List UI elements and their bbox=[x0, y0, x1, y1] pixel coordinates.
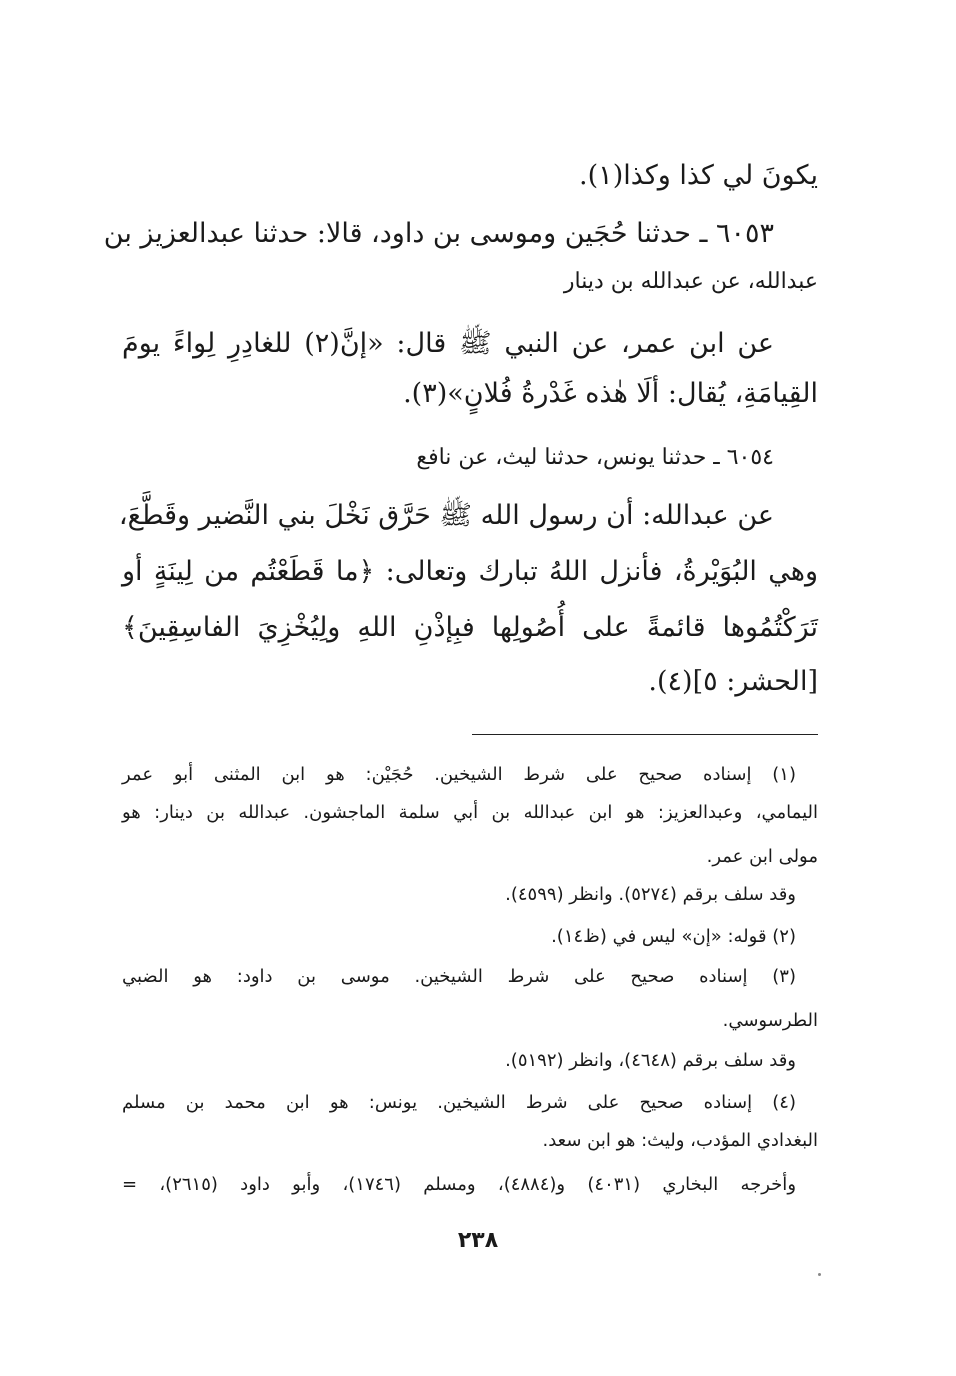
hadith-6053-header: ٦٠٥٣ ـ حدثنا حُجَين وموسى بن داود، قالا: حدثنا عبدالعزيز بن bbox=[103, 218, 774, 249]
hadith-6054-text-line-2: وهي البُوَيْرةُ، فأنزل اللهُ تبارك وتعالى: ﴿ما قَطَعْتُم من لِينَةٍ أو bbox=[122, 556, 818, 587]
footnote-4-line-3: وأخرجه البخاري (٤٠٣١) و(٤٨٨٤)، ومسلم (١٧٤٦)، وأبو داود (٢٦١٥)، = bbox=[122, 1174, 797, 1195]
hadith-6053-chain: عبدالله، عن عبدالله بن دينار bbox=[563, 269, 818, 294]
hadith-6054-text-line-4: [الحشر: ٥](٤). bbox=[648, 666, 818, 697]
hadith-6054-text-line-3: تَرَكْتُمُوها قائمةً على أُصُولِها فبِإذْنِ اللهِ ولِيُخْزِيَ الفاسِقِينَ﴾ bbox=[122, 612, 818, 643]
footnote-separator bbox=[472, 734, 818, 735]
main-text-line-1: يكونَ لي كذا وكذا(١). bbox=[579, 160, 818, 191]
footnote-1-line-1: (١) إسناده صحيح على شرط الشيخين. حُجَيْن: هو ابن المثنى أبو عمر bbox=[122, 764, 796, 785]
footnote-4-line-1: (٤) إسناده صحيح على شرط الشيخين. يونس: هو ابن محمد بن مسلم bbox=[122, 1092, 796, 1113]
hadith-6053-text-line-1: عن ابن عمر، عن النبي ﷺ قال: «إنَّ(٢) للغادِرِ لِواءً يومَ bbox=[122, 328, 774, 359]
hadith-6054-header: ٦٠٥٤ ـ حدثنا يونس، حدثنا ليث، عن نافع bbox=[416, 445, 774, 470]
footnote-2: (٢) قوله: «إن» ليس في (ظ١٤). bbox=[551, 926, 796, 947]
footnote-3-line-1: (٣) إسناده صحيح على شرط الشيخين. موسى بن داود: هو الضبي bbox=[122, 966, 796, 987]
footnote-4-line-2: البغدادي المؤدب، وليث: هو ابن سعد. bbox=[542, 1130, 818, 1151]
footnote-1-line-2: اليمامي، وعبدالعزيز: هو ابن عبدالله بن أبي سلمة الماجشون. عبدالله بن دينار: هو bbox=[122, 802, 818, 823]
hadith-6054-text-line-1: عن عبدالله: أن رسول الله ﷺ حَرَّق نَخْلَ بني النَّضير وقَطَّعَ، bbox=[118, 500, 774, 531]
footnote-1-line-4: وقد سلف برقم (٥٢٧٤). وانظر (٤٥٩٩). bbox=[505, 884, 796, 905]
page-number: ٢٣٨ bbox=[457, 1228, 499, 1253]
footnote-3-line-3: وقد سلف برقم (٤٦٤٨)، وانظر (٥١٩٢). bbox=[505, 1050, 796, 1071]
scan-speck bbox=[818, 1273, 821, 1276]
hadith-6053-text-line-2: القِيامَةِ، يُقال: ألَا هٰذه غَدْرةُ فُلانٍ»(٣). bbox=[403, 378, 818, 409]
footnote-3-line-2: الطرسوسي. bbox=[722, 1010, 818, 1031]
footnote-1-line-3: مولى ابن عمر. bbox=[706, 846, 818, 867]
